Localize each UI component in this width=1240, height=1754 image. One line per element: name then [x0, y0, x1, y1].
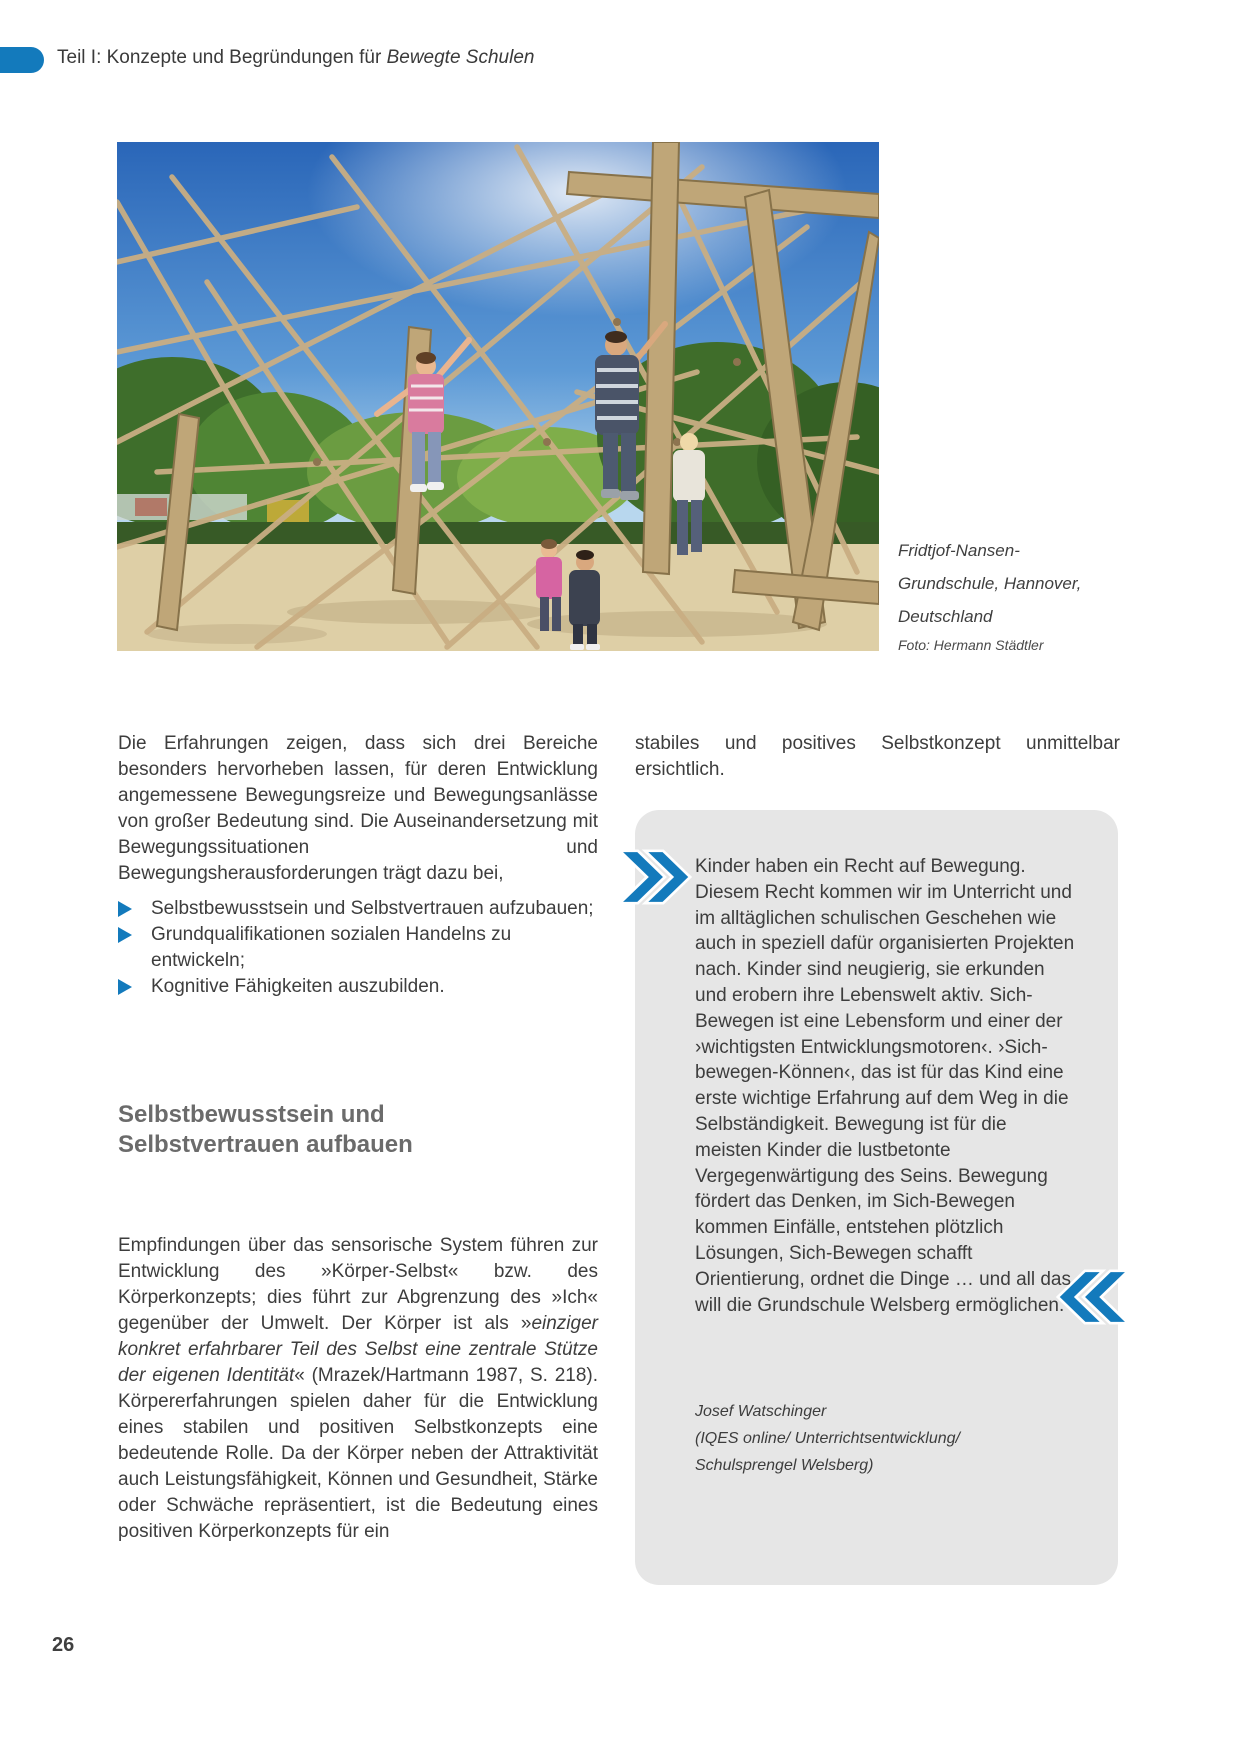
list-item	[118, 974, 598, 1000]
quote-attribution	[695, 1398, 1075, 1479]
playground-photo	[117, 142, 879, 651]
bullet-text: Kognitive Fähigkeiten auszubilden.	[151, 976, 445, 997]
photo-caption-line: Grundschule, Hannover,	[898, 574, 1082, 593]
quote-box	[635, 810, 1118, 1585]
body-paragraph-text: Empfindungen über das sensorische System führen zur Entwicklung des »Körper-Selbst« bzw. des Körperkonzepts; dies führt zur Abgrenzung des »Ich« gegenüber der Umwelt. Der Körper ist als »	[118, 1235, 598, 1334]
quote-text: Kinder haben ein Recht auf Bewegung. Diesem Recht kommen wir im Unterricht und im alltäglichen schulischen Geschehen wie auch in speziell dafür organisierten Projekten nach. Kinder sind neugierig, sie erkunden und erobern ihre Lebenswelt aktiv. Sich-Bewegen ist eine Lebensform und einer der ›wichtigsten Entwicklungsmotoren‹. ›Sich-bewegen-Können‹, das ist für das Kind eine erste wichtige Erfahrung auf dem Weg in die Selbständigkeit. Bewegung ist für die meisten Kinder die lustbetonte Vergegenwärtigung des Seins. Bewegung fördert das Denken, im Sich-Bewegen kommen Einfälle, entstehen plötzlich Lösungen, Sich-Bewegen schafft Orientierung, ordnet die Dinge … und all das will die Grundschule Welsberg ermöglichen.	[695, 856, 1075, 1316]
photo-caption	[898, 534, 1158, 633]
right-column-paragraph: stabiles und positives Selbstkonzept unmittelbar ersichtlich.	[635, 733, 1120, 780]
bullet-list	[118, 896, 598, 1000]
running-header-italic: Bewegte Schulen	[386, 47, 535, 68]
intro-paragraph: Die Erfahrungen zeigen, dass sich drei Bereiche besonders hervorheben lassen, für deren Entwicklung angemessene Bewegungsreize und Bewegungsanlässe von großer Bedeutung sind. Die Auseinandersetzung mit Bewegungssituationen und Bewegungsherausforderungen trägt dazu bei,	[118, 733, 598, 884]
quote-attribution-line: Josef Watschinger	[695, 1403, 827, 1420]
running-header-text: Teil I: Konzepte und Begründungen für	[57, 47, 387, 68]
list-item	[118, 922, 598, 974]
list-item	[118, 896, 598, 922]
section-heading-line: Selbstvertrauen aufbauen	[118, 1131, 413, 1158]
photo-caption-line: Fridtjof-Nansen-	[898, 541, 1020, 560]
chapter-tab-marker	[0, 47, 44, 73]
open-quote-icon	[618, 846, 692, 908]
quote-attribution-line: (IQES online/ Unterrichtsentwicklung/	[695, 1430, 960, 1447]
bullet-triangle-icon	[118, 927, 132, 943]
bullet-text: Selbstbewusstsein und Selbstvertrauen aufzubauen;	[151, 898, 594, 919]
bullet-text: Grundqualifikationen sozialen Handelns zu entwickeln;	[151, 924, 512, 971]
body-paragraph-quote-italic: einziger konkret erfahrbarer Teil des Selbst eine zentrale Stütze der eigenen Identität	[118, 1313, 598, 1386]
bullet-triangle-icon	[118, 979, 132, 995]
section-heading	[118, 1100, 598, 1160]
page-number: 26	[52, 1634, 75, 1656]
body-paragraph-text: « (Mrazek/Hartmann 1987, S. 218). Körpererfahrungen spielen daher für die Entwicklung eines stabilen und positiven Selbstkonzepts eine bedeutende Rolle. Da der Körper neben der Attraktivität auch Leistungsfähigkeit, Können und Gesundheit, Stärke oder Schwäche repräsentiert, ist die Bedeutung eines positiven Körperkonzepts für ein	[118, 1365, 598, 1542]
bullet-triangle-icon	[118, 901, 132, 917]
body-paragraph	[118, 1233, 598, 1545]
photo-caption-line: Deutschland	[898, 607, 993, 626]
section-heading-line: Selbstbewusstsein und	[118, 1101, 385, 1128]
running-header	[57, 47, 534, 69]
playground-photo-illustration	[117, 142, 879, 651]
quote-attribution-line: Schulsprengel Welsberg)	[695, 1457, 874, 1474]
photo-credit: Foto: Hermann Städtler	[898, 637, 1044, 653]
